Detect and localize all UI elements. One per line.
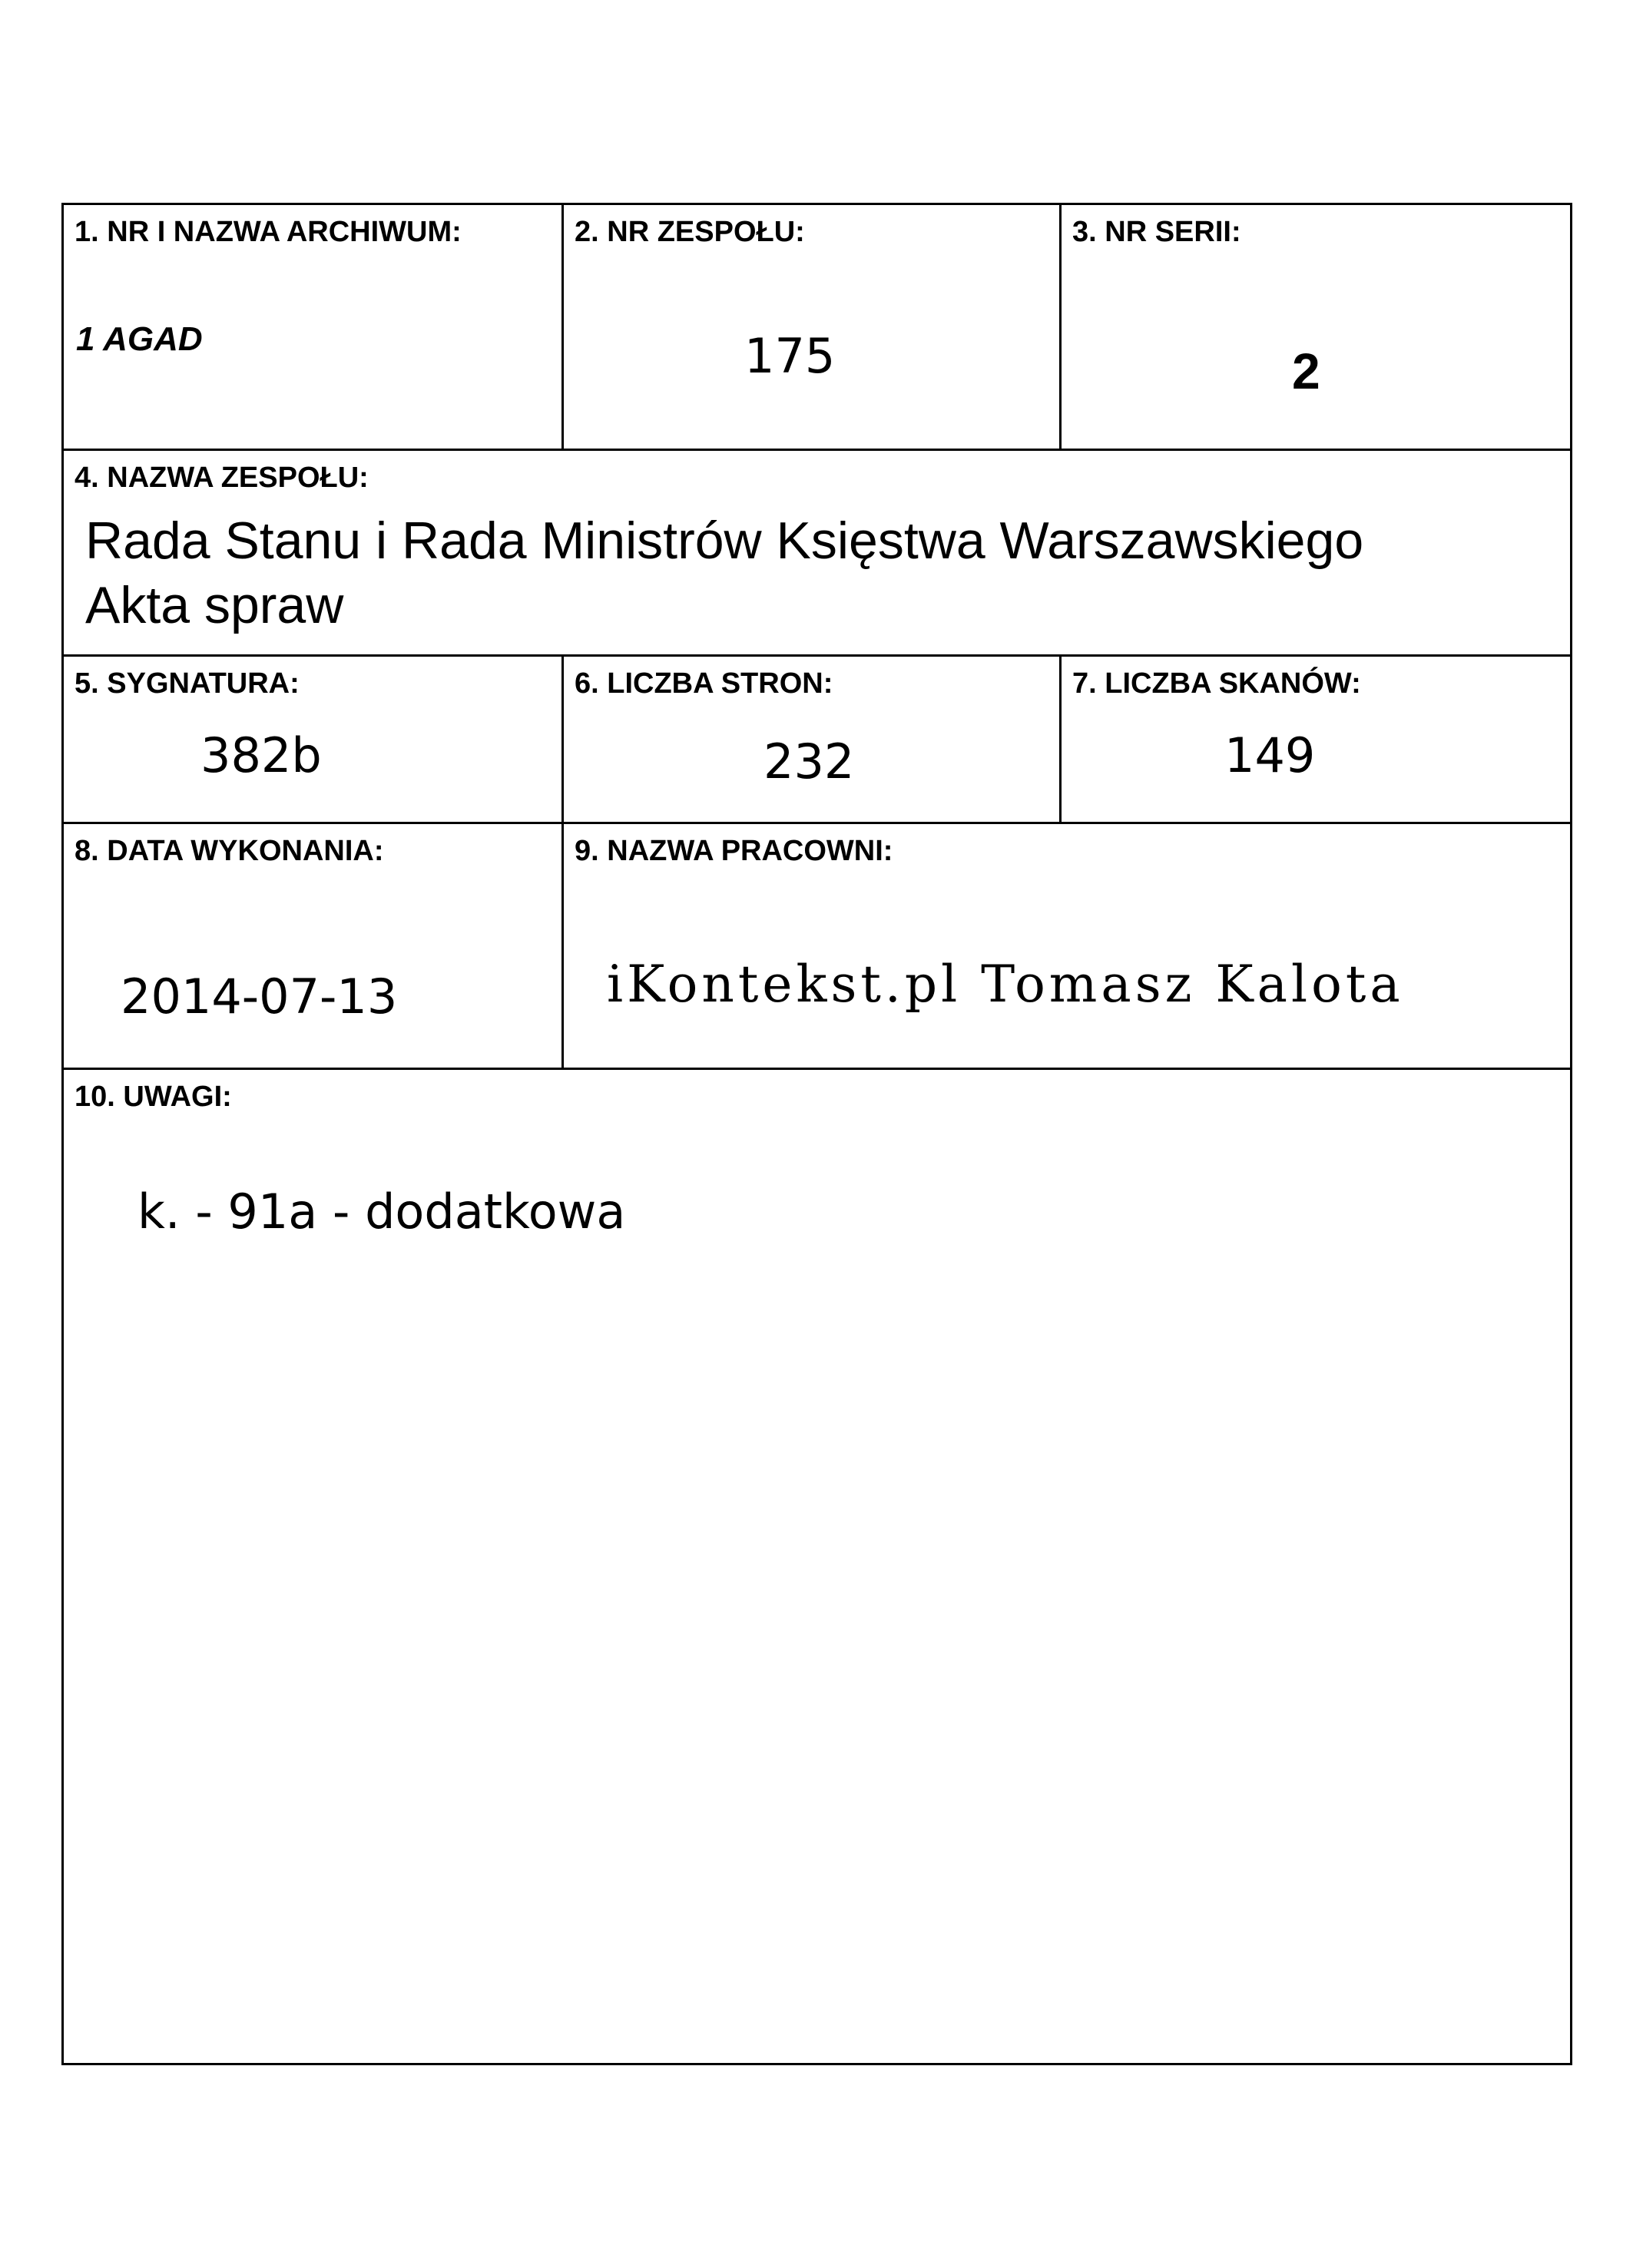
cell-workshop (561, 824, 1570, 1068)
series-number-label: 3. NR SERII: (1072, 216, 1241, 248)
workshop-value: iKontekst.pl Tomasz Kalota (607, 955, 1404, 1014)
row-fonds-name (64, 451, 1570, 657)
archive-label: 1. NR I NAZWA ARCHIWUM: (75, 216, 462, 248)
row-signature-pages-scans (64, 657, 1570, 824)
fonds-name-line1: Rada Stanu i Rada Ministrów Księstwa Warszawskiego (85, 512, 1364, 570)
cell-archive (64, 205, 561, 449)
signature-label: 5. SYGNATURA: (75, 667, 300, 700)
cell-series-number (1059, 205, 1570, 449)
cell-signature (64, 657, 561, 822)
cell-date (64, 824, 561, 1068)
fonds-name-label: 4. NAZWA ZESPOŁU: (75, 462, 369, 494)
series-number-value: 2 (1292, 343, 1320, 399)
cell-scan-count (1059, 657, 1570, 822)
cell-fonds-number (561, 205, 1059, 449)
cell-fonds-name (64, 451, 1570, 654)
scan-count-value: 149 (1224, 727, 1316, 783)
archive-value: 1 AGAD (76, 320, 203, 358)
fonds-name-line2: Akta spraw (85, 576, 344, 634)
row-archive-fonds-series (64, 205, 1570, 451)
date-label: 8. DATA WYKONANIA: (75, 835, 384, 867)
row-remarks (64, 1070, 1570, 2065)
remarks-value: k. - 91a - dodatkowa (137, 1184, 626, 1240)
signature-value: 382b (200, 727, 322, 783)
remarks-label: 10. UWAGI: (75, 1081, 232, 1113)
page-count-label: 6. LICZBA STRON: (575, 667, 833, 700)
scan-count-label: 7. LICZBA SKANÓW: (1072, 667, 1361, 700)
date-value: 2014-07-13 (121, 968, 398, 1025)
cell-page-count (561, 657, 1059, 822)
fonds-number-value: 175 (744, 328, 836, 384)
workshop-label: 9. NAZWA PRACOWNI: (575, 835, 893, 867)
page-count-value: 232 (764, 733, 855, 790)
fonds-number-label: 2. NR ZESPOŁU: (575, 216, 805, 248)
cell-remarks (64, 1070, 1570, 2065)
row-date-workshop (64, 824, 1570, 1070)
archive-metadata-card (61, 203, 1572, 2065)
